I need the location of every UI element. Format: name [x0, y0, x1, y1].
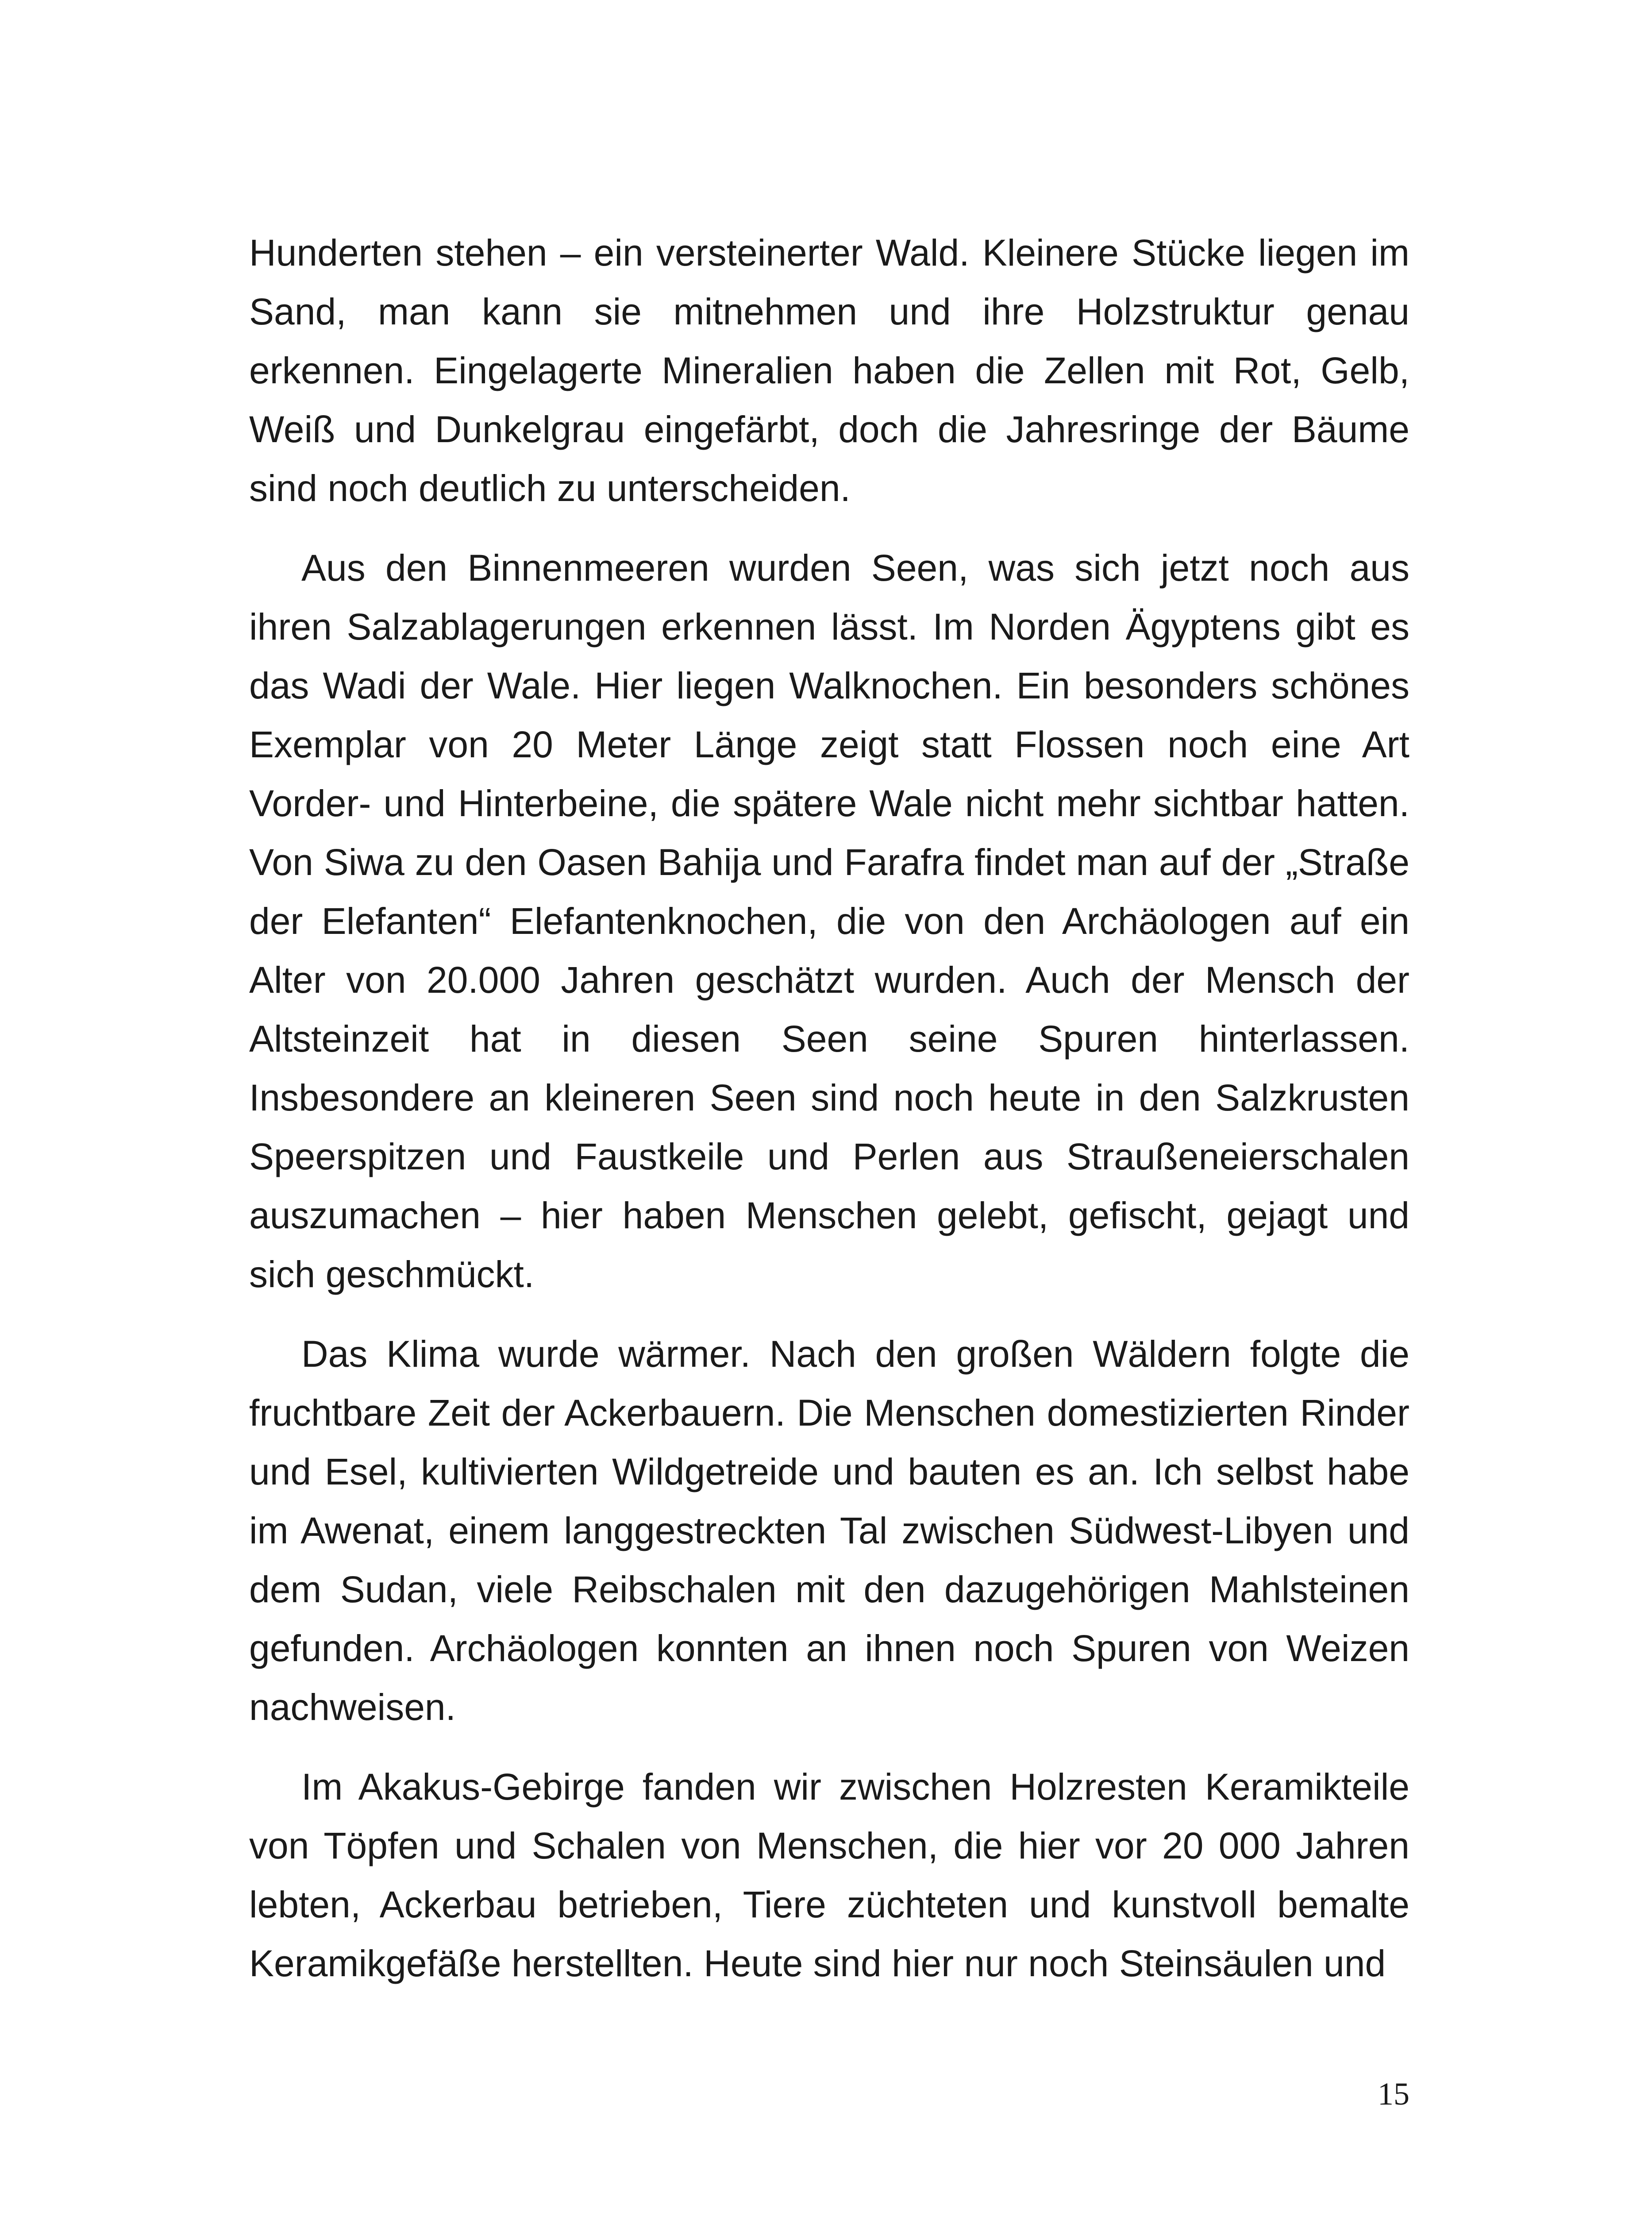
paragraph: Das Klima wurde wärmer. Nach den großen Wäldern folgte die fruchtbare Zeit der Ackerbauern. Die Menschen domestizierten Rinder und Esel, kultivierten Wildgetreide und bauten es an. Ich selbst habe im Awenat, einem langgestreckten Tal zwischen Südwest-Libyen und dem Sudan, viele Reibschalen mit den dazugehörigen Mahlsteinen gefunden. Archäologen konnten an ihnen noch Spuren von Weizen nachweisen.	[249, 1333, 1409, 1728]
paragraph: Im Akakus-Gebirge fanden wir zwischen Holzresten Keramikteile von Töpfen und Schalen von Menschen, die hier vor 20 000 Jahren lebten, Ackerbau betrieben, Tiere züchteten und kunstvoll bemalte Keramikgefäße herstellten. Heute sind hier nur noch Steinsäulen und	[249, 1766, 1409, 1984]
paragraph-continued: Hunderten stehen – ein versteinerter Wald. Kleinere Stücke liegen im Sand, man kann sie mitnehmen und ihre Holzstruktur genau erkennen. Eingelagerte Mineralien haben die Zellen mit Rot, Gelb, Weiß und Dunkelgrau eingefärbt, doch die Jahresringe der Bäume sind noch deutlich zu unterscheiden.	[249, 232, 1409, 509]
page-number: 15	[1378, 2076, 1409, 2112]
body-text	[249, 224, 1409, 2014]
paragraph: Aus den Binnenmeeren wurden Seen, was sich jetzt noch aus ihren Salzablagerungen erkennen lässt. Im Norden Ägyptens gibt es das Wadi der Wale. Hier liegen Walknochen. Ein besonders schönes Exemplar von 20 Meter Länge zeigt statt Flossen noch eine Art Vorder- und Hinterbeine, die spätere Wale nicht mehr sichtbar hatten. Von Siwa zu den Oasen Bahija und Farafra findet man auf der „Straße der Elefanten“ Elefantenknochen, die von den Archäologen auf ein Alter von 20.000 Jahren geschätzt wurden. Auch der Mensch der Altsteinzeit hat in diesen Seen seine Spuren hinterlassen. Insbesondere an kleineren Seen sind noch heute in den Salzkrusten Speerspitzen und Faustkeile und Perlen aus Straußeneierschalen auszumachen – hier haben Menschen gelebt, gefischt, gejagt und sich geschmückt.	[249, 547, 1409, 1295]
